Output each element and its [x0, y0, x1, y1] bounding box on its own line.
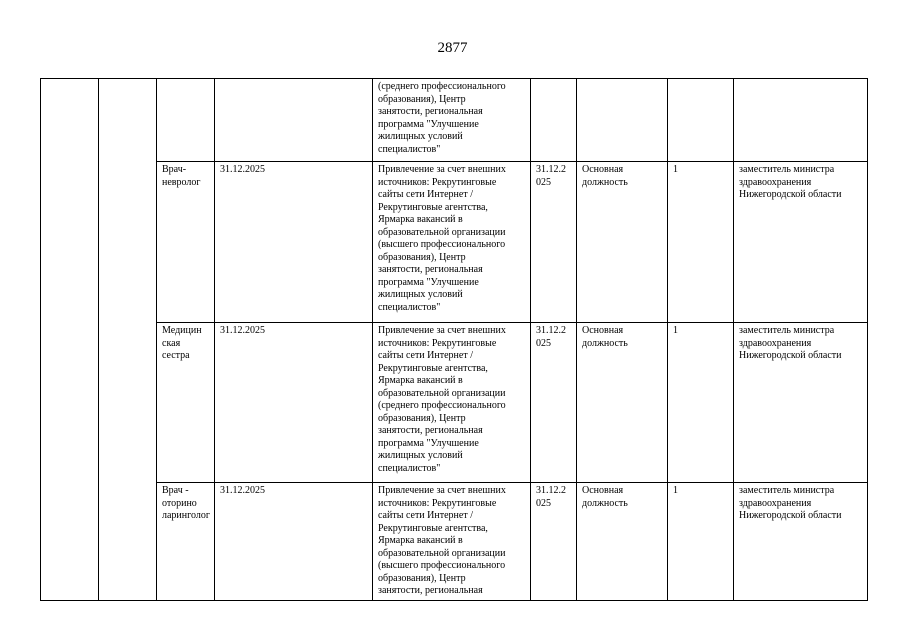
- responsible-cell: заместитель министра здравоохранения Нижегородской области: [734, 162, 868, 323]
- date-cell: 31.12.2 025: [531, 323, 577, 483]
- responsible-cell: [734, 79, 868, 162]
- count-cell: 1: [668, 483, 734, 601]
- position-type-cell: [577, 79, 668, 162]
- measures-cell: Привлечение за счет внешних источников: Рекрутинговые сайты сети Интернет / Рекрутинговые агентства, Ярмарка вакансий в образовательной организации (высшего профессионального образования), Центр занятости, региональная программа "Улучшение жилищных условий специалистов": [373, 162, 531, 323]
- count-cell: 1: [668, 162, 734, 323]
- page-number: 2877: [437, 40, 468, 56]
- deadline-cell: 31.12.2025: [215, 323, 373, 483]
- table-row: [41, 79, 868, 162]
- empty-cell-col1: [41, 79, 99, 601]
- measures-cell: (среднего профессионального образования), Центр занятости, региональная программа "Улучшение жилищных условий специалистов": [373, 79, 531, 162]
- position-type-cell: Основная должность: [577, 483, 668, 601]
- deadline-cell: 31.12.2025: [215, 483, 373, 601]
- empty-cell-col2: [99, 79, 157, 601]
- deadline-cell: [215, 79, 373, 162]
- date-cell: 31.12.2 025: [531, 162, 577, 323]
- responsible-cell: заместитель министра здравоохранения Нижегородской области: [734, 323, 868, 483]
- position-cell: Медицин ская сестра: [157, 323, 215, 483]
- measures-cell: Привлечение за счет внешних источников: Рекрутинговые сайты сети Интернет / Рекрутинговые агентства, Ярмарка вакансий в образовательной организации (среднего профессионального образования), Центр занятости, региональная программа "Улучшение жилищных условий специалистов": [373, 323, 531, 483]
- date-cell: 31.12.2 025: [531, 483, 577, 601]
- position-cell: Врач - оторино ларинголог: [157, 483, 215, 601]
- date-cell: [531, 79, 577, 162]
- staffing-table: [40, 78, 868, 601]
- position-cell: Врач- невролог: [157, 162, 215, 323]
- position-cell: [157, 79, 215, 162]
- table-row: [41, 483, 868, 601]
- responsible-cell: заместитель министра здравоохранения Нижегородской области: [734, 483, 868, 601]
- table-row: [41, 162, 868, 323]
- position-type-cell: Основная должность: [577, 323, 668, 483]
- table-row: [41, 323, 868, 483]
- position-type-cell: Основная должность: [577, 162, 668, 323]
- measures-cell: Привлечение за счет внешних источников: Рекрутинговые сайты сети Интернет / Рекрутинговые агентства, Ярмарка вакансий в образовательной организации (высшего профессионального образования), Центр занятости, региональная: [373, 483, 531, 601]
- deadline-cell: 31.12.2025: [215, 162, 373, 323]
- count-cell: [668, 79, 734, 162]
- count-cell: 1: [668, 323, 734, 483]
